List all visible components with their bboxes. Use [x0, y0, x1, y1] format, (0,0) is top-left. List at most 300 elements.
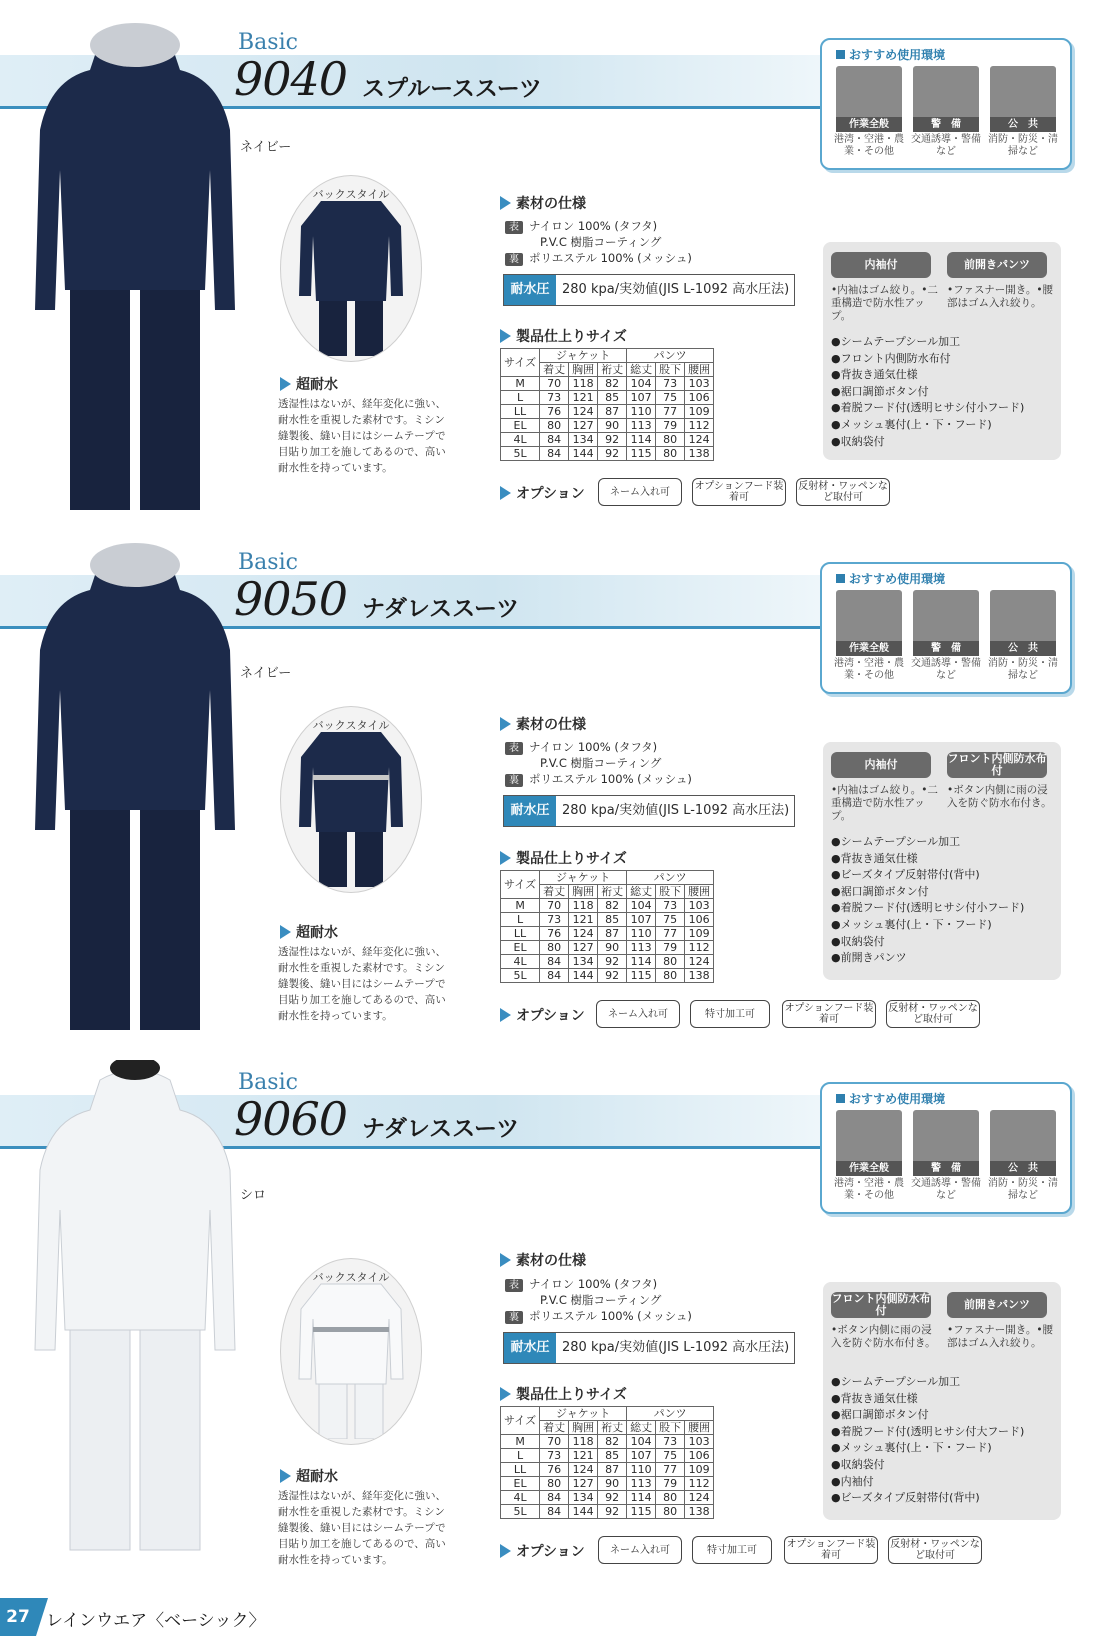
- size-header: サイズ: [501, 871, 540, 899]
- env-sub: 港湾・空港・農業・その他: [834, 134, 904, 157]
- list-item: ● 前開きパンツ: [831, 950, 1024, 967]
- table-cell: 70: [540, 377, 569, 391]
- env-icon-label: 作業全般: [836, 641, 902, 656]
- table-row: [501, 941, 714, 955]
- color-label: ネイビー: [240, 666, 292, 681]
- table-cell: 106: [685, 391, 714, 405]
- table-row: [501, 1505, 714, 1519]
- product-section-9050: [0, 520, 1100, 1040]
- env-sub: 港湾・空港・農業・その他: [834, 658, 904, 681]
- table-cell: 77: [656, 405, 685, 419]
- table-cell: 75: [656, 391, 685, 405]
- table-cell: 80: [540, 941, 569, 955]
- table-cell: 85: [598, 391, 627, 405]
- table-row: [501, 447, 714, 461]
- table-cell: 106: [685, 913, 714, 927]
- list-item: ● 背抜き通気仕様: [831, 851, 1024, 868]
- col-header: 胸囲: [569, 885, 598, 899]
- badge: 内袖付: [831, 252, 931, 278]
- col-header: 総丈: [627, 363, 656, 377]
- table-cell: 77: [656, 927, 685, 941]
- table-cell: 73: [656, 1435, 685, 1449]
- option-title: オプション: [500, 1005, 585, 1025]
- coating: P.V.C 樹脂コーティング: [540, 235, 662, 249]
- option-title: オプション: [500, 483, 585, 503]
- security-icon: [913, 590, 979, 656]
- option-hood: オプションフード装着可: [782, 1000, 876, 1028]
- table-cell: 138: [685, 1505, 714, 1519]
- water-pressure-label: 耐水圧: [504, 796, 556, 826]
- table-cell: 73: [540, 391, 569, 405]
- recommended-env-panel: [820, 1082, 1072, 1214]
- list-item: ● 内袖付: [831, 1474, 1024, 1491]
- security-icon: [913, 66, 979, 132]
- table-cell: 114: [627, 955, 656, 969]
- back-suit-image: [291, 196, 411, 356]
- table-row: [501, 377, 714, 391]
- option-custom-size: 特寸加工可: [692, 1536, 772, 1564]
- feature-description: 透湿性はないが、経年変化に強い、耐水性を重視した素材です。ミシン縫製後、縫い目にはシームテープで目貼り加工を施してあるので、高い耐水性を持っています。: [278, 1490, 446, 1566]
- table-cell: 104: [627, 377, 656, 391]
- table-cell: 85: [598, 1449, 627, 1463]
- col-header: 着丈: [540, 885, 569, 899]
- option-name-print: ネーム入れ可: [596, 1000, 680, 1028]
- product-photo-navy-suit: [30, 540, 240, 1040]
- list-item: ● 収納袋付: [831, 434, 1024, 451]
- table-row: [501, 969, 714, 983]
- back-style-label: バックスタイル: [312, 719, 390, 732]
- series-label: Basic: [238, 1070, 298, 1095]
- list-item: ● ビーズタイプ反射帯付(背中): [831, 1490, 1024, 1507]
- table-cell: 4L: [501, 433, 540, 447]
- table-cell: 104: [627, 899, 656, 913]
- col-header: 総丈: [627, 1421, 656, 1435]
- inner-material: ポリエステル 100% (メッシュ): [529, 1309, 692, 1323]
- table-cell: 124: [685, 1491, 714, 1505]
- list-item: ● 裾口調節ボタン付: [831, 884, 1024, 901]
- feature-title: 超耐水: [280, 374, 338, 394]
- table-cell: 90: [598, 419, 627, 433]
- badge-note: •内袖はゴム絞り。•二重構造で防水性アップ。: [831, 284, 938, 322]
- recommended-env-panel: [820, 38, 1072, 170]
- option-hood: オプションフード装着可: [692, 478, 786, 506]
- badge: 前開きパンツ: [947, 1292, 1047, 1318]
- spec-panel: [823, 242, 1061, 460]
- back-suit-image: [291, 1279, 411, 1439]
- jacket-header: ジャケット: [540, 871, 627, 885]
- table-cell: 75: [656, 1449, 685, 1463]
- outer-material: ナイロン 100% (タフタ): [529, 219, 658, 233]
- table-cell: 5L: [501, 447, 540, 461]
- water-pressure-box: [503, 795, 795, 827]
- public-service-icon: [990, 590, 1056, 656]
- env-icon-label: 公 共: [990, 641, 1056, 656]
- inner-tag: 裏: [505, 1311, 523, 1324]
- col-header: 着丈: [540, 1421, 569, 1435]
- env-sub: 交通誘導・警備など: [911, 658, 981, 681]
- table-cell: 103: [685, 377, 714, 391]
- table-row: [501, 1477, 714, 1491]
- list-item: ● 収納袋付: [831, 934, 1024, 951]
- page-number: 27: [0, 1598, 36, 1636]
- table-cell: L: [501, 1449, 540, 1463]
- option-custom-size: 特寸加工可: [690, 1000, 770, 1028]
- table-cell: 79: [656, 1477, 685, 1491]
- table-cell: 79: [656, 419, 685, 433]
- spec-panel: [823, 1282, 1061, 1520]
- table-cell: 92: [598, 1505, 627, 1519]
- env-sub: 交通誘導・警備など: [911, 1178, 981, 1201]
- table-row: [501, 1463, 714, 1477]
- table-cell: 87: [598, 405, 627, 419]
- table-cell: 127: [569, 941, 598, 955]
- table-cell: 109: [685, 405, 714, 419]
- list-item: ● 背抜き通気仕様: [831, 1391, 1024, 1408]
- table-cell: 113: [627, 1477, 656, 1491]
- env-icon-label: 公 共: [990, 1161, 1056, 1176]
- col-header: 股下: [656, 1421, 685, 1435]
- env-sub: 消防・防災・清掃など: [988, 658, 1058, 681]
- list-item: ● 裾口調節ボタン付: [831, 1407, 1024, 1424]
- table-cell: 80: [540, 1477, 569, 1491]
- feature-list: [831, 834, 1024, 967]
- water-pressure-value: 280 kpa/実効値(JIS L-1092 高水圧法): [562, 1340, 790, 1355]
- table-cell: 121: [569, 391, 598, 405]
- table-cell: 106: [685, 1449, 714, 1463]
- table-row: [501, 405, 714, 419]
- table-row: [501, 391, 714, 405]
- table-cell: 127: [569, 419, 598, 433]
- product-photo-white-suit: [30, 1060, 240, 1560]
- footer-title: レインウエア〈ベーシック〉: [46, 1611, 266, 1631]
- table-cell: 110: [627, 405, 656, 419]
- table-cell: 103: [685, 899, 714, 913]
- env-icon-label: 警 備: [913, 641, 979, 656]
- env-sub: 消防・防災・清掃など: [988, 1178, 1058, 1201]
- col-header: 裄丈: [598, 363, 627, 377]
- table-cell: 112: [685, 941, 714, 955]
- table-cell: 118: [569, 1435, 598, 1449]
- table-cell: 138: [685, 447, 714, 461]
- material-spec: [505, 739, 692, 787]
- col-header: 股下: [656, 363, 685, 377]
- option-name-print: ネーム入れ可: [598, 1536, 682, 1564]
- table-cell: 118: [569, 377, 598, 391]
- table-cell: 124: [685, 433, 714, 447]
- env-sub: 港湾・空港・農業・その他: [834, 1178, 904, 1201]
- size-table: [500, 1406, 714, 1519]
- table-cell: 144: [569, 969, 598, 983]
- table-row: [501, 1435, 714, 1449]
- table-cell: 109: [685, 927, 714, 941]
- table-cell: 82: [598, 377, 627, 391]
- table-cell: 110: [627, 927, 656, 941]
- table-cell: 73: [540, 913, 569, 927]
- table-cell: 73: [656, 899, 685, 913]
- option-hood: オプションフード装着可: [784, 1536, 878, 1564]
- list-item: ● メッシュ裏付(上・下・フード): [831, 1440, 1024, 1457]
- table-cell: 77: [656, 1463, 685, 1477]
- option-title: オプション: [500, 1541, 585, 1561]
- table-cell: 76: [540, 1463, 569, 1477]
- table-cell: 73: [540, 1449, 569, 1463]
- model-number: 9040: [234, 52, 348, 106]
- table-cell: 76: [540, 927, 569, 941]
- feature-list: [831, 334, 1024, 450]
- size-table: [500, 870, 714, 983]
- series-label: Basic: [238, 550, 298, 575]
- col-header: 股下: [656, 885, 685, 899]
- table-cell: 82: [598, 1435, 627, 1449]
- material-title: 素材の仕様: [500, 1250, 586, 1270]
- list-item: ● 背抜き通気仕様: [831, 367, 1024, 384]
- env-icon-label: 警 備: [913, 117, 979, 132]
- table-cell: 113: [627, 941, 656, 955]
- product-section-9060: [0, 1040, 1100, 1566]
- badge-note: •内袖はゴム絞り。•二重構造で防水性アップ。: [831, 784, 938, 822]
- col-header: 着丈: [540, 363, 569, 377]
- badge-note: •ファスナー開き。•腰部はゴム入れ絞り。: [947, 1324, 1054, 1349]
- spec-panel: [823, 742, 1061, 980]
- table-cell: 80: [656, 1505, 685, 1519]
- badge-note: •ファスナー開き。•腰部はゴム入れ絞り。: [947, 284, 1054, 309]
- size-title: 製品仕上りサイズ: [500, 1384, 627, 1404]
- back-suit-image: [291, 727, 411, 887]
- table-row: [501, 1491, 714, 1505]
- feature-title: 超耐水: [280, 1466, 338, 1486]
- table-cell: L: [501, 391, 540, 405]
- coating: P.V.C 樹脂コーティング: [540, 756, 662, 770]
- list-item: ● フロント内側防水布付: [831, 351, 1024, 368]
- table-cell: 80: [656, 447, 685, 461]
- option-reflector: 反射材・ワッペンなど取付可: [888, 1536, 982, 1564]
- table-row: [501, 927, 714, 941]
- table-row: [501, 955, 714, 969]
- badge: フロント内側防水布付: [947, 752, 1047, 777]
- table-cell: 92: [598, 433, 627, 447]
- table-cell: 80: [656, 433, 685, 447]
- option-reflector: 反射材・ワッペンなど取付可: [796, 478, 890, 506]
- env-sub: 消防・防災・清掃など: [988, 134, 1058, 157]
- table-cell: 134: [569, 1491, 598, 1505]
- table-cell: L: [501, 913, 540, 927]
- table-cell: 144: [569, 447, 598, 461]
- table-cell: 138: [685, 969, 714, 983]
- list-item: ● シームテープシール加工: [831, 1374, 1024, 1391]
- table-cell: 84: [540, 1505, 569, 1519]
- table-cell: 85: [598, 913, 627, 927]
- table-cell: 112: [685, 419, 714, 433]
- material-spec: [505, 1276, 692, 1324]
- table-cell: 107: [627, 913, 656, 927]
- table-cell: LL: [501, 405, 540, 419]
- back-style-label: バックスタイル: [312, 188, 390, 201]
- list-item: ● 着脱フード付(透明ヒサシ付大フード): [831, 1424, 1024, 1441]
- inner-material: ポリエステル 100% (メッシュ): [529, 251, 692, 265]
- list-item: ● メッシュ裏付(上・下・フード): [831, 917, 1024, 934]
- material-title: 素材の仕様: [500, 714, 586, 734]
- table-cell: 107: [627, 1449, 656, 1463]
- work-general-icon: [836, 590, 902, 656]
- water-pressure-value: 280 kpa/実効値(JIS L-1092 高水圧法): [562, 803, 790, 818]
- col-header: 腰囲: [685, 1421, 714, 1435]
- table-cell: 75: [656, 913, 685, 927]
- pants-header: パンツ: [627, 871, 714, 885]
- size-header: サイズ: [501, 1407, 540, 1435]
- table-cell: 84: [540, 447, 569, 461]
- table-cell: EL: [501, 1477, 540, 1491]
- list-item: ● シームテープシール加工: [831, 334, 1024, 351]
- feature-list: [831, 1374, 1024, 1507]
- table-cell: EL: [501, 941, 540, 955]
- product-name: スプルーススーツ: [362, 76, 542, 102]
- table-cell: 5L: [501, 1505, 540, 1519]
- env-title: おすすめ使用環境: [836, 1090, 945, 1107]
- list-item: ● 裾口調節ボタン付: [831, 384, 1024, 401]
- size-title: 製品仕上りサイズ: [500, 848, 627, 868]
- table-cell: 113: [627, 419, 656, 433]
- list-item: ● 着脱フード付(透明ヒサシ付小フード): [831, 900, 1024, 917]
- table-cell: EL: [501, 419, 540, 433]
- public-service-icon: [990, 66, 1056, 132]
- product-photo-navy-suit: [30, 20, 240, 520]
- material-spec: [505, 218, 692, 266]
- table-cell: 107: [627, 391, 656, 405]
- table-cell: 127: [569, 1477, 598, 1491]
- col-header: 胸囲: [569, 1421, 598, 1435]
- table-cell: 79: [656, 941, 685, 955]
- inner-tag: 裏: [505, 253, 523, 266]
- table-cell: 104: [627, 1435, 656, 1449]
- col-header: 裄丈: [598, 1421, 627, 1435]
- table-cell: 114: [627, 1491, 656, 1505]
- inner-tag: 裏: [505, 774, 523, 787]
- list-item: ● シームテープシール加工: [831, 834, 1024, 851]
- table-cell: M: [501, 1435, 540, 1449]
- inner-material: ポリエステル 100% (メッシュ): [529, 772, 692, 786]
- env-icon-label: 作業全般: [836, 117, 902, 132]
- col-header: 胸囲: [569, 363, 598, 377]
- product-section-9040: [0, 0, 1100, 520]
- back-style-label: バックスタイル: [312, 1271, 390, 1284]
- table-cell: 115: [627, 1505, 656, 1519]
- col-header: 腰囲: [685, 363, 714, 377]
- water-pressure-label: 耐水圧: [504, 1333, 556, 1363]
- env-title: おすすめ使用環境: [836, 46, 945, 63]
- table-cell: 92: [598, 1491, 627, 1505]
- col-header: 総丈: [627, 885, 656, 899]
- table-cell: 84: [540, 969, 569, 983]
- table-cell: 87: [598, 1463, 627, 1477]
- table-cell: 124: [569, 1463, 598, 1477]
- env-sub: 交通誘導・警備など: [911, 134, 981, 157]
- table-cell: 124: [685, 955, 714, 969]
- table-row: [501, 899, 714, 913]
- table-cell: LL: [501, 927, 540, 941]
- table-row: [501, 913, 714, 927]
- water-pressure-label: 耐水圧: [504, 275, 556, 305]
- table-cell: 80: [656, 955, 685, 969]
- table-cell: M: [501, 899, 540, 913]
- jacket-header: ジャケット: [540, 1407, 627, 1421]
- badge-note: •ボタン内側に雨の浸入を防ぐ防水布付き。: [831, 1324, 936, 1349]
- recommended-env-panel: [820, 562, 1072, 694]
- work-general-icon: [836, 1110, 902, 1176]
- table-cell: 4L: [501, 1491, 540, 1505]
- table-cell: LL: [501, 1463, 540, 1477]
- table-cell: 112: [685, 1477, 714, 1491]
- jacket-header: ジャケット: [540, 349, 627, 363]
- table-cell: 87: [598, 927, 627, 941]
- outer-material: ナイロン 100% (タフタ): [529, 740, 658, 754]
- table-cell: 92: [598, 955, 627, 969]
- color-label: シロ: [240, 1188, 267, 1203]
- table-cell: 103: [685, 1435, 714, 1449]
- table-cell: 80: [656, 969, 685, 983]
- outer-tag: 表: [505, 742, 523, 755]
- size-header: サイズ: [501, 349, 540, 377]
- feature-description: 透湿性はないが、経年変化に強い、耐水性を重視した素材です。ミシン縫製後、縫い目にはシームテープで目貼り加工を施してあるので、高い耐水性を持っています。: [278, 398, 446, 474]
- table-cell: 118: [569, 899, 598, 913]
- table-cell: 70: [540, 1435, 569, 1449]
- pants-header: パンツ: [627, 349, 714, 363]
- table-cell: 90: [598, 1477, 627, 1491]
- table-cell: 5L: [501, 969, 540, 983]
- water-pressure-box: [503, 274, 795, 306]
- env-icon-label: 公 共: [990, 117, 1056, 132]
- table-cell: 124: [569, 927, 598, 941]
- product-name: ナダレススーツ: [362, 1116, 520, 1142]
- table-cell: 109: [685, 1463, 714, 1477]
- back-style-photo: [280, 1258, 422, 1445]
- model-number: 9060: [234, 1092, 348, 1146]
- water-pressure-value: 280 kpa/実効値(JIS L-1092 高水圧法): [562, 282, 790, 297]
- table-cell: 84: [540, 955, 569, 969]
- table-cell: 144: [569, 1505, 598, 1519]
- work-general-icon: [836, 66, 902, 132]
- env-icon-label: 作業全般: [836, 1161, 902, 1176]
- model-number: 9050: [234, 572, 348, 626]
- table-cell: 73: [656, 377, 685, 391]
- table-cell: 114: [627, 433, 656, 447]
- outer-tag: 表: [505, 221, 523, 234]
- series-label: Basic: [238, 30, 298, 55]
- list-item: ● ビーズタイプ反射帯付(背中): [831, 867, 1024, 884]
- table-cell: 92: [598, 969, 627, 983]
- table-cell: 90: [598, 941, 627, 955]
- table-cell: 124: [569, 405, 598, 419]
- table-cell: 80: [656, 1491, 685, 1505]
- table-row: [501, 433, 714, 447]
- table-cell: 121: [569, 1449, 598, 1463]
- feature-title: 超耐水: [280, 922, 338, 942]
- table-cell: 92: [598, 447, 627, 461]
- outer-tag: 表: [505, 1279, 523, 1292]
- env-icon-label: 警 備: [913, 1161, 979, 1176]
- badge: 内袖付: [831, 752, 931, 778]
- table-row: [501, 1449, 714, 1463]
- badge: 前開きパンツ: [947, 252, 1047, 278]
- list-item: ● 収納袋付: [831, 1457, 1024, 1474]
- table-cell: 134: [569, 955, 598, 969]
- product-name: ナダレススーツ: [362, 596, 520, 622]
- option-reflector: 反射材・ワッペンなど取付可: [886, 1000, 980, 1028]
- table-cell: 84: [540, 1491, 569, 1505]
- table-cell: 70: [540, 899, 569, 913]
- coating: P.V.C 樹脂コーティング: [540, 1293, 662, 1307]
- table-cell: 80: [540, 419, 569, 433]
- color-label: ネイビー: [240, 140, 292, 155]
